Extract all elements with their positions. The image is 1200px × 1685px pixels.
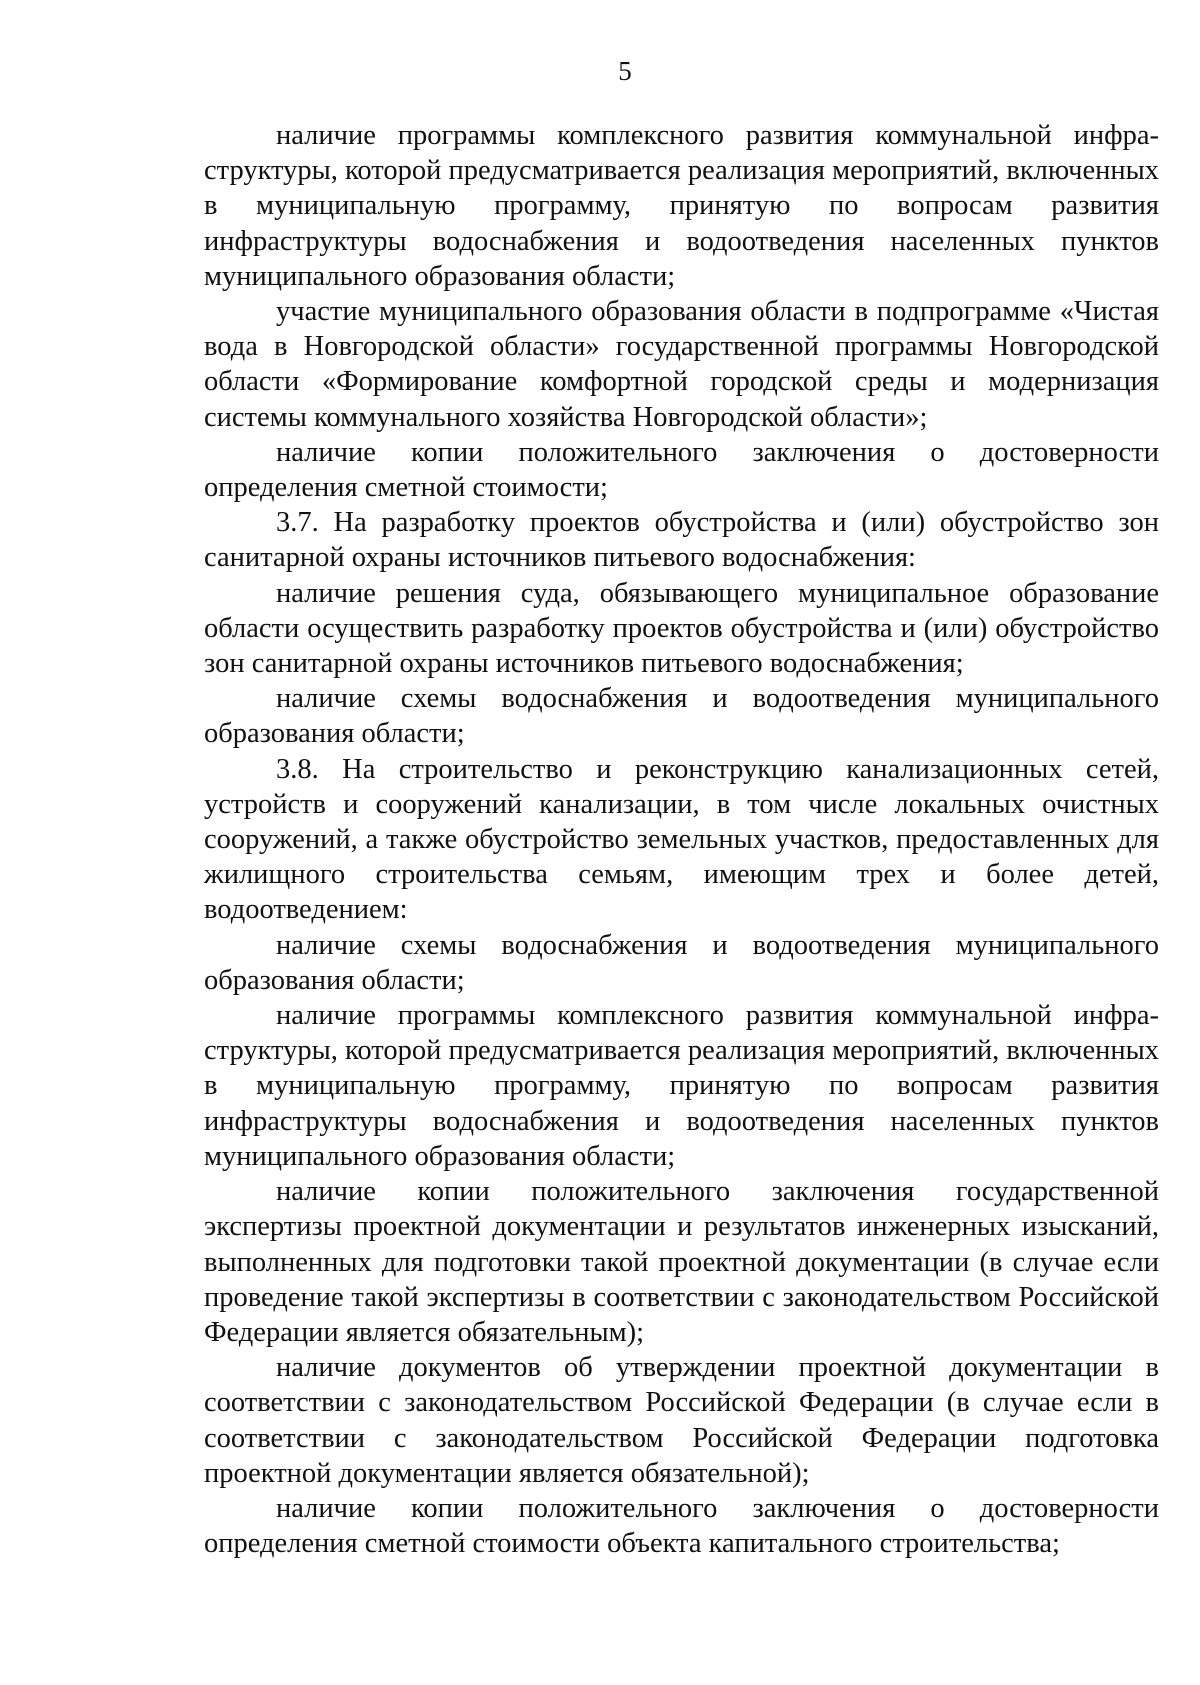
paragraph: наличие документов об утверждении проектной документации в соответствии с законодательством Российской Федерации (в случае если в соответствии с законодательством Российской Федерации подготовка проектной документации является обязательной); — [204, 1352, 1159, 1489]
paragraph: наличие копии положительного заключения о достоверности определения сметной стоимости объекта капитального строительства; — [204, 1492, 1159, 1560]
paragraph: наличие копии положительного заключения государственной экспертизы проектной документации и результатов инженерных изысканий, выполненных для подготовки такой проектной документации (в случае если проведение такой экспертизы в соответствии с законодательством Российской Федерации является обязательным); — [204, 1176, 1159, 1348]
page-number: 5 — [618, 56, 632, 86]
paragraph: наличие схемы водоснабжения и водоотведения муниципального образования области; — [204, 929, 1159, 996]
paragraph: наличие копии положительного заключения о достоверности определения сметной стоимости; — [204, 436, 1159, 504]
section-paragraph: 3.8. На строительство и реконструкцию канализационных сетей, устройств и сооружений канализации, в том числе локальных очистных сооружений, а также обустройство земельных участков, предоставленных для жилищного строительства семьям, имеющим трех и более детей, водоотведением: — [204, 753, 1159, 926]
section-paragraph: 3.7. На разработку проектов обустройства и (или) обустройство зон санитарной охраны источников питьевого водоснабжения: — [204, 507, 1159, 574]
paragraph: наличие программы комплексного развития коммунальной инфраструктуры, которой предусматривается реализация мероприятий, включенных в муниципальную программу, принятую по вопросам развития инфраструктуры водоснабжения и водоотведения населенных пунктов муниципального образования области; — [204, 1000, 1159, 1172]
document-body — [204, 118, 1159, 1561]
paragraph: наличие схемы водоснабжения и водоотведения муниципального образования области; — [204, 683, 1159, 750]
paragraph: участие муниципального образования области в подпрограмме «Чистая вода в Новгородской области» государственной программы Новгородской области «Формирование комфортной городской среды и модернизация системы коммунального хозяйства Новгородской области»; — [204, 296, 1159, 433]
paragraph: наличие программы комплексного развития коммунальной инфраструктуры, которой предусматривается реализация мероприятий, включенных в муниципальную программу, принятую по вопросам развития инфраструктуры водоснабжения и водоотведения населенных пунктов муниципального образования области; — [204, 120, 1159, 292]
paragraph: наличие решения суда, обязывающего муниципальное образование области осуществить разработку проектов обустройства и (или) обустройство зон санитарной охраны источников питьевого водоснабжения; — [204, 577, 1159, 680]
